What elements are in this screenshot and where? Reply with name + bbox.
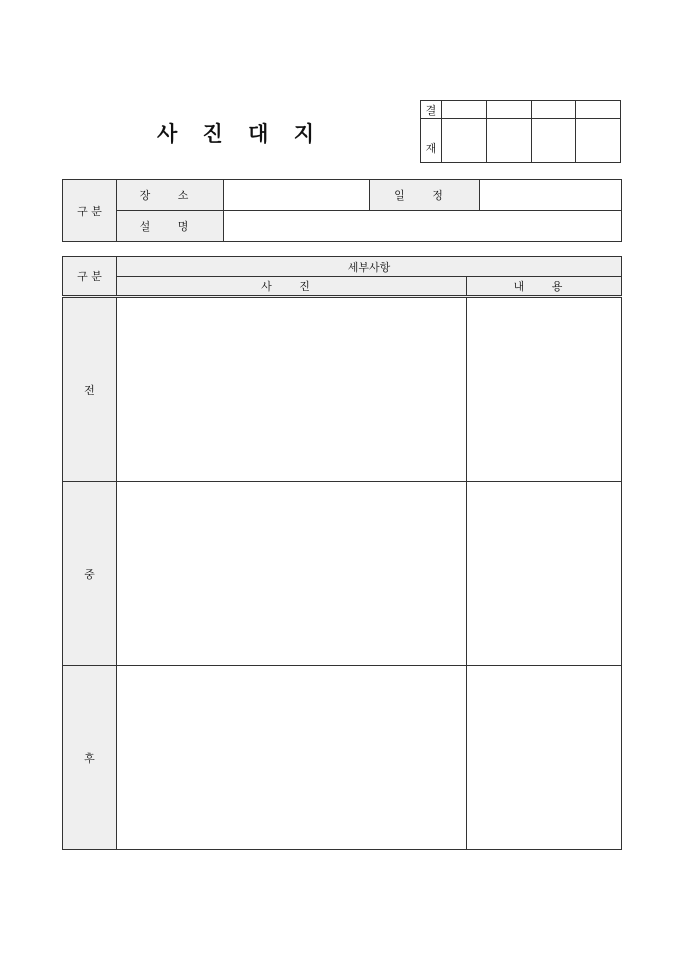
details-header: 세부사항 [117, 257, 622, 277]
photo-header: 사 진 [117, 277, 467, 297]
main-category-label: 구 분 [63, 257, 117, 297]
approval-sign-cell[interactable] [576, 119, 621, 163]
info-table [62, 179, 622, 242]
approval-label-bottom: 재 [421, 119, 442, 163]
approval-sign-cell[interactable] [531, 119, 576, 163]
content-cell-after[interactable] [467, 666, 622, 850]
photo-table [62, 256, 622, 850]
description-label: 설 명 [117, 211, 224, 242]
approval-label-top: 결 [421, 101, 442, 119]
approval-sign-cell[interactable] [442, 119, 487, 163]
content-cell-during[interactable] [467, 482, 622, 666]
row-label-before: 전 [63, 297, 117, 482]
info-category-label: 구 분 [63, 180, 117, 242]
photo-cell-before[interactable] [117, 297, 467, 482]
content-cell-before[interactable] [467, 297, 622, 482]
approval-table [420, 100, 621, 163]
schedule-label: 일 정 [370, 180, 480, 211]
photo-cell-during[interactable] [117, 482, 467, 666]
place-label: 장 소 [117, 180, 224, 211]
approval-title-cell[interactable] [442, 101, 487, 119]
row-label-during: 중 [63, 482, 117, 666]
approval-title-cell[interactable] [486, 101, 531, 119]
page-title: 사 진 대 지 [156, 122, 324, 146]
approval-title-cell[interactable] [531, 101, 576, 119]
content-header: 내 용 [467, 277, 622, 297]
description-field[interactable] [224, 211, 622, 242]
schedule-field[interactable] [480, 180, 622, 211]
place-field[interactable] [224, 180, 370, 211]
row-label-after: 후 [63, 666, 117, 850]
photo-cell-after[interactable] [117, 666, 467, 850]
approval-title-cell[interactable] [576, 101, 621, 119]
approval-sign-cell[interactable] [486, 119, 531, 163]
